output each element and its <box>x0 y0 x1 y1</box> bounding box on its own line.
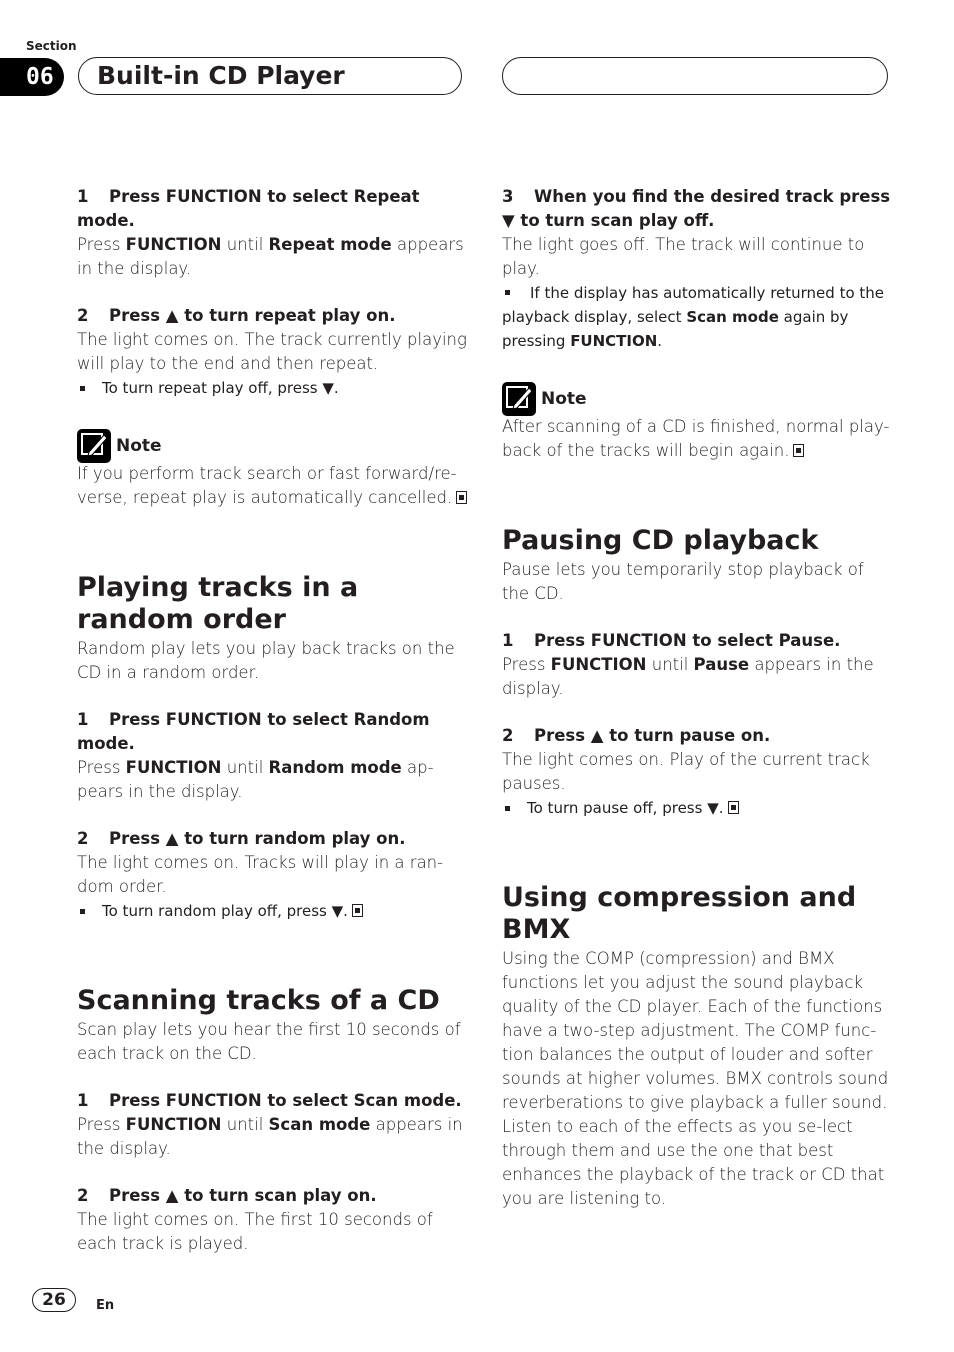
scan-step-2-body: The light comes on. The first 10 seconds of each track is played. <box>77 1210 433 1253</box>
scan-step-3: 3 When you find the desired track press ▼ to turn scan play off. <box>502 187 891 230</box>
scan-step-1-body: Press FUNCTION until Scan mode appears in the display. <box>77 1115 463 1158</box>
section-heading: Using compression and BMX <box>502 882 857 945</box>
random-step-2: 2 Press ▲ to turn random play on. <box>77 829 406 848</box>
language-label: En <box>96 1298 115 1313</box>
pause-step-2-body: The light comes on. Play of the current track pauses. <box>502 750 870 793</box>
random-intro: Random play lets you play back tracks on the CD in a random order. <box>77 639 455 682</box>
page-number: 26 <box>42 1290 66 1310</box>
scan-step-3-body: The light goes off. The track will continue to play. <box>502 235 865 278</box>
repeat-bullet: To turn repeat play off, press ▼. <box>77 376 469 400</box>
note-heading: Note <box>502 383 894 415</box>
scan-step-2: 2 Press ▲ to turn scan play on. <box>77 1186 377 1205</box>
end-mark-icon <box>728 801 739 814</box>
end-mark-icon <box>352 904 363 917</box>
note-text: If you perform track search or fast forward/re-verse, repeat play is automatically cancelled. <box>77 462 469 510</box>
section-heading: Pausing CD playback <box>502 525 819 556</box>
left-column <box>77 185 469 1256</box>
repeat-step-1: 1 Press FUNCTION to select Repeat mode. <box>77 187 420 230</box>
random-bullet: To turn random play off, press ▼. <box>77 899 469 923</box>
pause-intro: Pause lets you temporarily stop playback of the CD. <box>502 560 864 603</box>
compression-body: Using the COMP (compression) and BMX functions let you adjust the sound playback quality of the CD player. Each of the functions have a two-step adjustment. The COMP func-tion balances the output of louder and softer sounds at higher volumes. BMX controls sound reverberations to give playback a fuller sound. Listen to each of the effects as you se-lect through them and use the one that best enhances the playback of the track or CD that you are listening to. <box>502 949 889 1208</box>
section-heading: Scanning tracks of a CD <box>77 985 440 1016</box>
repeat-step-2-body: The light comes on. The track currently playing will play to the end and then repeat. <box>77 330 467 373</box>
end-mark-icon <box>456 491 467 504</box>
note-heading: Note <box>77 430 469 462</box>
end-mark-icon <box>793 444 804 457</box>
note-pencil-icon <box>502 382 536 416</box>
header-blank-frame <box>502 57 888 95</box>
pause-step-1-body: Press FUNCTION until Pause appears in the display. <box>502 655 874 698</box>
random-step-1-body: Press FUNCTION until Random mode ap-pears in the display. <box>77 758 434 801</box>
repeat-step-1-body: Press FUNCTION until Repeat mode appears in the display. <box>77 235 464 278</box>
note-text: After scanning of a CD is finished, normal play-back of the tracks will begin again. <box>502 417 890 460</box>
section-number: 06 <box>26 64 54 90</box>
repeat-step-2: 2 Press ▲ to turn repeat play on. <box>77 306 396 325</box>
note-pencil-icon <box>77 429 111 463</box>
random-step-1: 1 Press FUNCTION to select Random mode. <box>77 710 430 753</box>
section-label: Section <box>26 39 77 53</box>
bullet-square-icon <box>505 290 510 295</box>
scan-bullet: If the display has automatically returned to the playback display, select Scan mode again by pressing FUNCTION. <box>502 284 885 350</box>
chapter-title: Built-in CD Player <box>97 61 345 90</box>
pause-bullet: To turn pause off, press ▼. <box>502 796 894 820</box>
random-step-2-body: The light comes on. Tracks will play in a ran-dom order. <box>77 853 444 896</box>
section-heading: Playing tracks in a random order <box>77 572 359 635</box>
scan-intro: Scan play lets you hear the first 10 seconds of each track on the CD. <box>77 1020 461 1063</box>
pause-step-1: 1 Press FUNCTION to select Pause. <box>502 631 841 650</box>
right-column <box>502 185 894 1211</box>
pause-step-2: 2 Press ▲ to turn pause on. <box>502 726 771 745</box>
scan-step-1: 1 Press FUNCTION to select Scan mode. <box>77 1091 462 1110</box>
